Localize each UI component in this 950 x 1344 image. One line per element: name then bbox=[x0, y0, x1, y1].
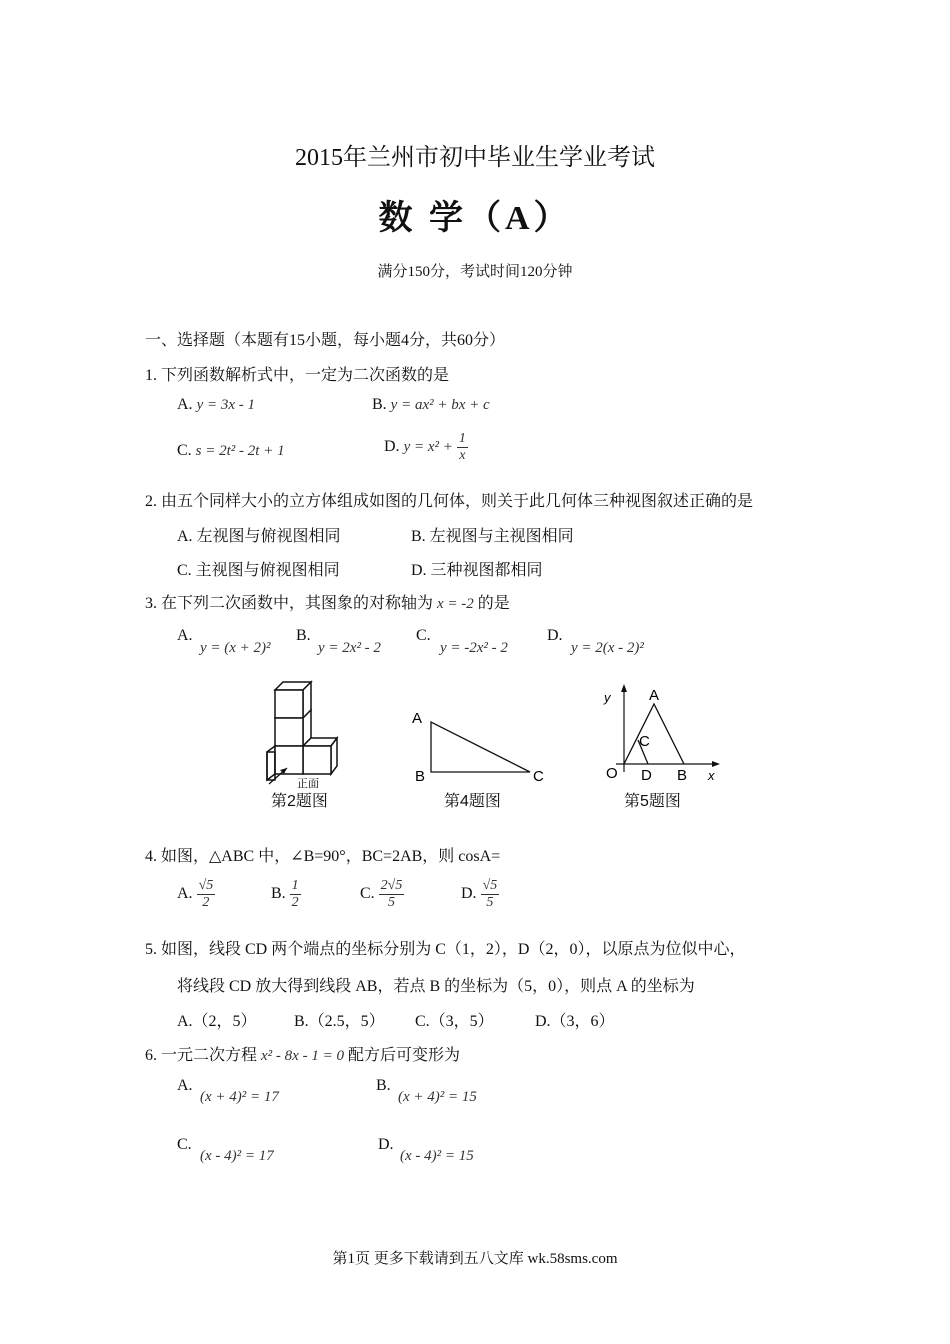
exam-info: 满分150分，考试时间120分钟 bbox=[377, 264, 573, 280]
q2-option-a: A. 左视图与俯视图相同 bbox=[177, 528, 341, 545]
q1-a-expr: y = 3x - 1 bbox=[196, 397, 255, 413]
q6-b-label: B. bbox=[376, 1077, 391, 1094]
q6-stem-expr: x² - 8x - 1 = 0 bbox=[261, 1048, 344, 1064]
q1-b-expr: y = ax² + bx + c bbox=[390, 397, 490, 413]
q4-d-den: 5 bbox=[486, 895, 494, 910]
q6-d-expr: (x - 4)² = 15 bbox=[400, 1148, 474, 1164]
q3-d-label: D. bbox=[547, 627, 563, 644]
fig5-label-b: B bbox=[677, 767, 688, 784]
q6-c-label: C. bbox=[177, 1136, 192, 1153]
q3-a-label: A. bbox=[177, 627, 193, 644]
q6-stem-post: 配方后可变形为 bbox=[347, 1047, 460, 1064]
q6-b-expr: (x + 4)² = 15 bbox=[398, 1089, 477, 1105]
q1-option-d bbox=[384, 431, 468, 464]
q4-a-num: √5 bbox=[198, 878, 214, 893]
q1-d-expr: y = x² + bbox=[403, 439, 453, 456]
figure-5-coordinate bbox=[598, 680, 728, 790]
q5-option-d: D.（3，6） bbox=[535, 1013, 615, 1030]
q4-b-label: B. bbox=[271, 885, 286, 903]
q4-c-den: 5 bbox=[388, 895, 396, 910]
q4-c-num: 2√5 bbox=[380, 878, 403, 893]
q2-option-d: D. 三种视图都相同 bbox=[411, 562, 543, 579]
q4-d-num: √5 bbox=[482, 878, 498, 893]
fig5-x-label: x bbox=[708, 768, 715, 783]
q2-option-c: C. 主视图与俯视图相同 bbox=[177, 562, 340, 579]
fig5-caption: 第5题图 bbox=[624, 793, 681, 810]
fig4-label-a: A bbox=[412, 710, 423, 727]
q1-d-num: 1 bbox=[458, 431, 466, 446]
q1-option-c bbox=[177, 442, 285, 460]
q5-stem-line2: 将线段 CD 放大得到线段 AB，若点 B 的坐标为（5，0），则点 A 的坐标为 bbox=[177, 978, 695, 995]
q4-option-a bbox=[177, 878, 215, 911]
page-footer: 第1页 更多下载请到五八文库 wk.58sms.com bbox=[332, 1251, 618, 1267]
section-heading: 一、选择题（本题有15小题，每小题4分，共60分） bbox=[145, 332, 506, 349]
q6-stem bbox=[145, 1042, 460, 1065]
q4-c-fraction bbox=[379, 878, 405, 911]
q5-option-b: B.（2.5，5） bbox=[294, 1013, 385, 1030]
q2-stem: 2. 由五个同样大小的立方体组成如图的几何体，则关于此几何体三种视图叙述正确的是 bbox=[145, 493, 754, 510]
q3-stem-expr: x = -2 bbox=[437, 596, 474, 612]
fig5-y-label: y bbox=[604, 690, 611, 705]
q5-option-c: C.（3，5） bbox=[415, 1013, 494, 1030]
q1-c-label: C. bbox=[177, 442, 192, 459]
q1-c-expr: s = 2t² - 2t + 1 bbox=[195, 443, 285, 459]
q1-a-label: A. bbox=[177, 396, 193, 413]
q4-option-d bbox=[461, 878, 499, 911]
q4-b-fraction bbox=[290, 878, 301, 911]
q3-b-expr: y = 2x² - 2 bbox=[318, 640, 381, 656]
fig5-label-d: D bbox=[641, 767, 652, 784]
q6-d-label: D. bbox=[378, 1136, 394, 1153]
q3-b-label: B. bbox=[296, 627, 311, 644]
q5-option-a: A.（2，5） bbox=[177, 1013, 257, 1030]
q1-d-den: x bbox=[459, 448, 466, 463]
q3-d-expr: y = 2(x - 2)² bbox=[571, 640, 644, 656]
q6-a-expr: (x + 4)² = 17 bbox=[200, 1089, 279, 1105]
q3-c-expr: y = -2x² - 2 bbox=[440, 640, 508, 656]
q1-d-label: D. bbox=[384, 438, 400, 456]
fig4-label-c: C bbox=[533, 768, 544, 785]
q1-b-label: B. bbox=[372, 396, 387, 413]
q4-b-den: 2 bbox=[291, 895, 299, 910]
subject-title: 数 学（A） bbox=[378, 200, 572, 237]
q4-option-b bbox=[271, 878, 301, 911]
q3-c-label: C. bbox=[416, 627, 431, 644]
q4-a-fraction bbox=[197, 878, 216, 911]
q1-option-a bbox=[177, 396, 255, 414]
q4-a-den: 2 bbox=[202, 895, 210, 910]
figure-4-triangle bbox=[405, 700, 555, 790]
fig5-label-a: A bbox=[649, 687, 660, 704]
q6-a-label: A. bbox=[177, 1077, 193, 1094]
q4-c-label: C. bbox=[360, 885, 375, 903]
q3-a-expr: y = (x + 2)² bbox=[200, 640, 271, 656]
q1-d-fraction bbox=[457, 431, 468, 464]
q4-d-label: D. bbox=[461, 885, 477, 903]
fig4-caption: 第4题图 bbox=[444, 793, 501, 810]
q3-stem bbox=[145, 590, 510, 613]
fig5-label-c: C bbox=[639, 733, 650, 750]
q4-stem: 4. 如图，△ABC 中，∠B=90°，BC=2AB，则 cosA= bbox=[145, 848, 501, 865]
fig5-origin-label: O bbox=[606, 765, 618, 782]
q3-stem-pre: 3. 在下列二次函数中，其图象的对称轴为 bbox=[145, 595, 434, 612]
q6-c-expr: (x - 4)² = 17 bbox=[200, 1148, 274, 1164]
q5-stem-line1: 5. 如图，线段 CD 两个端点的坐标分别为 C（1，2），D（2，0），以原点为位似中心， bbox=[145, 941, 746, 958]
q2-option-b: B. 左视图与主视图相同 bbox=[411, 528, 574, 545]
fig2-front-label: 正面 bbox=[297, 778, 319, 790]
q4-b-num: 1 bbox=[291, 878, 299, 893]
q4-option-c bbox=[360, 878, 404, 911]
q3-stem-post: 的是 bbox=[477, 595, 510, 612]
q1-stem: 1. 下列函数解析式中，一定为二次函数的是 bbox=[145, 367, 450, 384]
q4-a-label: A. bbox=[177, 885, 193, 903]
exam-title: 2015年兰州市初中毕业生学业考试 bbox=[295, 145, 655, 171]
q1-option-b bbox=[372, 396, 490, 414]
fig2-caption: 第2题图 bbox=[271, 793, 328, 810]
fig4-label-b: B bbox=[415, 768, 426, 785]
q6-stem-pre: 6. 一元二次方程 bbox=[145, 1047, 258, 1064]
q4-d-fraction bbox=[481, 878, 500, 911]
